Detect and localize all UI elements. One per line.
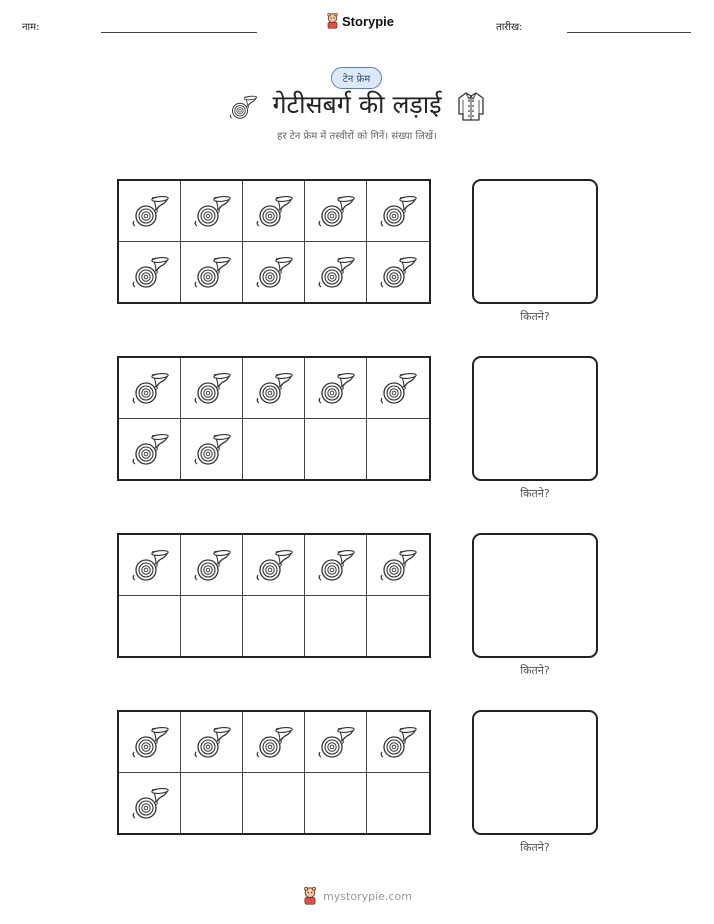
ten-frame-cell <box>305 712 367 773</box>
ten-frame-cell <box>243 596 305 657</box>
brand-logo <box>326 13 394 29</box>
french-horn-icon <box>316 254 356 290</box>
ten-frame-cell <box>181 773 243 834</box>
french-horn-icon <box>316 193 356 229</box>
french-horn-icon <box>378 193 418 229</box>
ten-frame-cell <box>243 419 305 480</box>
french-horn-icon <box>130 431 170 467</box>
ten-frame-cell <box>367 358 429 419</box>
french-horn-icon <box>254 370 294 406</box>
french-horn-icon <box>192 547 232 583</box>
ten-frame <box>117 533 431 658</box>
ten-frame <box>117 179 431 304</box>
coat-icon <box>455 90 487 122</box>
french-horn-icon <box>130 724 170 760</box>
ten-frame-cell <box>367 242 429 303</box>
brand-name: Storypie <box>342 13 395 29</box>
ten-frame-cell <box>119 773 181 834</box>
name-field[interactable] <box>101 32 257 33</box>
ten-frame-cell <box>305 596 367 657</box>
footer-url[interactable]: mystorypie.com <box>323 889 412 903</box>
french-horn-icon <box>316 547 356 583</box>
french-horn-icon <box>130 193 170 229</box>
french-horn-icon <box>254 724 294 760</box>
ten-frame-cell <box>305 181 367 242</box>
ten-frame-cell <box>367 535 429 596</box>
bear-mascot-icon <box>326 13 339 29</box>
ten-frame-cell <box>119 181 181 242</box>
ten-frame-cell <box>119 358 181 419</box>
ten-frame-cell <box>367 181 429 242</box>
ten-frame-cell <box>181 596 243 657</box>
french-horn-icon <box>378 370 418 406</box>
french-horn-icon <box>378 724 418 760</box>
french-horn-icon <box>316 724 356 760</box>
ten-frame-cell <box>305 419 367 480</box>
date-field[interactable] <box>567 32 691 33</box>
french-horn-icon <box>130 547 170 583</box>
french-horn-icon <box>316 370 356 406</box>
ten-frame-cell <box>119 596 181 657</box>
worksheet-type-badge: टेन फ्रेम <box>331 67 382 89</box>
answer-box[interactable] <box>472 710 598 835</box>
ten-frame-cell <box>181 535 243 596</box>
answer-box[interactable] <box>472 179 598 304</box>
ten-frame-cell <box>305 358 367 419</box>
ten-frame-cell <box>181 358 243 419</box>
ten-frame-cell <box>243 773 305 834</box>
ten-frame-cell <box>181 712 243 773</box>
answer-box[interactable] <box>472 533 598 658</box>
answer-box[interactable] <box>472 356 598 481</box>
how-many-label: कितने? <box>520 664 550 677</box>
page-title: गेटीसबर्ग की लड़ाई <box>272 90 442 119</box>
ten-frame-cell <box>367 773 429 834</box>
ten-frame-cell <box>119 535 181 596</box>
ten-frame-cell <box>367 712 429 773</box>
french-horn-icon <box>130 370 170 406</box>
name-label: नाम: <box>22 22 40 33</box>
ten-frame-cell <box>243 535 305 596</box>
french-horn-icon <box>192 193 232 229</box>
ten-frame-cell <box>243 242 305 303</box>
french-horn-icon <box>130 254 170 290</box>
instructions: हर टेन फ्रेम में तस्वीरों को गिनें। संख्या लिखें। <box>277 131 437 142</box>
ten-frame <box>117 356 431 481</box>
ten-frame-cell <box>243 181 305 242</box>
french-horn-icon <box>192 724 232 760</box>
french-horn-icon <box>192 431 232 467</box>
ten-frame-cell <box>181 242 243 303</box>
ten-frame-cell <box>367 596 429 657</box>
french-horn-icon <box>254 547 294 583</box>
ten-frame-cell <box>243 358 305 419</box>
french-horn-icon <box>378 254 418 290</box>
french-horn-icon <box>254 193 294 229</box>
ten-frame-cell <box>181 419 243 480</box>
ten-frame-cell <box>367 419 429 480</box>
ten-frame-cell <box>119 712 181 773</box>
how-many-label: कितने? <box>520 841 550 854</box>
ten-frame-cell <box>119 419 181 480</box>
how-many-label: कितने? <box>520 487 550 500</box>
french-horn-icon <box>192 370 232 406</box>
french-horn-icon <box>130 785 170 821</box>
ten-frame-cell <box>305 242 367 303</box>
ten-frame-cell <box>119 242 181 303</box>
ten-frame-cell <box>305 773 367 834</box>
ten-frame <box>117 710 431 835</box>
how-many-label: कितने? <box>520 310 550 323</box>
footer <box>0 887 714 905</box>
french-horn-icon <box>378 547 418 583</box>
bear-mascot-icon <box>302 887 318 905</box>
ten-frame-cell <box>305 535 367 596</box>
ten-frame-cell <box>243 712 305 773</box>
date-label: तारीख: <box>496 22 523 33</box>
french-horn-icon <box>192 254 232 290</box>
french-horn-icon <box>254 254 294 290</box>
ten-frame-cell <box>181 181 243 242</box>
